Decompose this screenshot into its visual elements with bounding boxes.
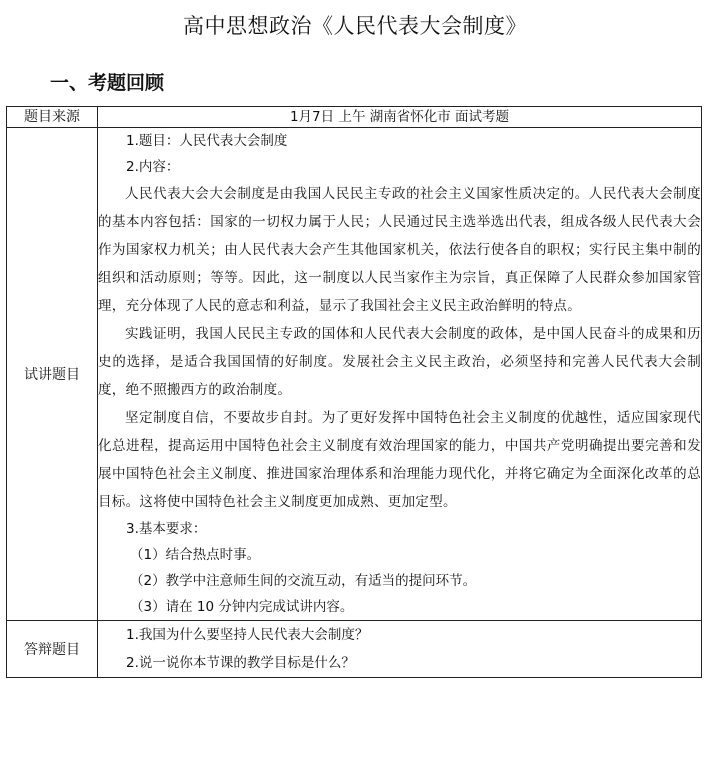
label-source: 题目来源 xyxy=(7,107,98,128)
content-heading: 2.内容： xyxy=(126,159,180,175)
section-heading: 一、考题回顾 xyxy=(50,72,165,94)
content-paragraph: 坚定制度自信，不要故步自封。为了更好发挥中国特色社会主义制度的优越性，适应国家现代化总进程，提高运用中国特色社会主义制度有效治理国家的能力，中国共产党明确提出要完善和发展中国特色社会主义制度、推进国家治理体系和治理能力现代化，并将它确定为全面深化改革的总目标。这将使中国特色社会主义制度更加成熟、更加定型。 xyxy=(98,410,701,510)
exam-review-table xyxy=(6,106,702,678)
defense-question: 1.我国为什么要坚持人民代表大会制度？ xyxy=(126,627,369,643)
requirements-heading: 3.基本要求： xyxy=(126,521,207,537)
source-value: 1月7日 上午 湖南省怀化市 面试考题 xyxy=(98,107,702,128)
table-row-teaching-topic xyxy=(7,128,702,621)
requirement-item: （2）教学中注意师生间的交流互动，有适当的提问环节。 xyxy=(130,573,477,589)
content-paragraph: 人民代表大会大会制度是由我国人民民主专政的社会主义国家性质决定的。人民代表大会制度的基本内容包括：国家的一切权力属于人民；人民通过民主选举选出代表，组成各级人民代表大会作为国家权力机关；由人民代表大会产生其他国家机关，依法行使各自的职权；实行民主集中制的组织和活动原则；等等。因此，这一制度以人民当家作主为宗旨，真正保障了人民群众参加国家管理，充分体现了人民的意志和利益，显示了我国社会主义民主政治鲜明的特点。 xyxy=(98,186,701,314)
label-teaching-topic: 试讲题目 xyxy=(7,128,98,621)
content-paragraph: 实践证明，我国人民民主专政的国体和人民代表大会制度的政体，是中国人民奋斗的成果和历史的选择，是适合我国国情的好制度。发展社会主义民主政治，必须坚持和完善人民代表大会制度，绝不照搬西方的政治制度。 xyxy=(98,326,701,398)
table-row-defense xyxy=(7,621,702,678)
topic-title: 1.题目：人民代表大会制度 xyxy=(126,133,288,149)
label-defense: 答辩题目 xyxy=(7,621,98,678)
defense-content xyxy=(98,621,702,678)
teaching-topic-content xyxy=(98,128,702,621)
requirement-item: （1）结合热点时事。 xyxy=(130,547,261,563)
defense-question: 2.说一说你本节课的教学目标是什么？ xyxy=(126,655,355,671)
page-title: 高中思想政治《人民代表大会制度》 xyxy=(183,14,527,38)
requirement-item: （3）请在 10 分钟内完成试讲内容。 xyxy=(130,599,354,615)
table-row-source xyxy=(7,107,702,128)
